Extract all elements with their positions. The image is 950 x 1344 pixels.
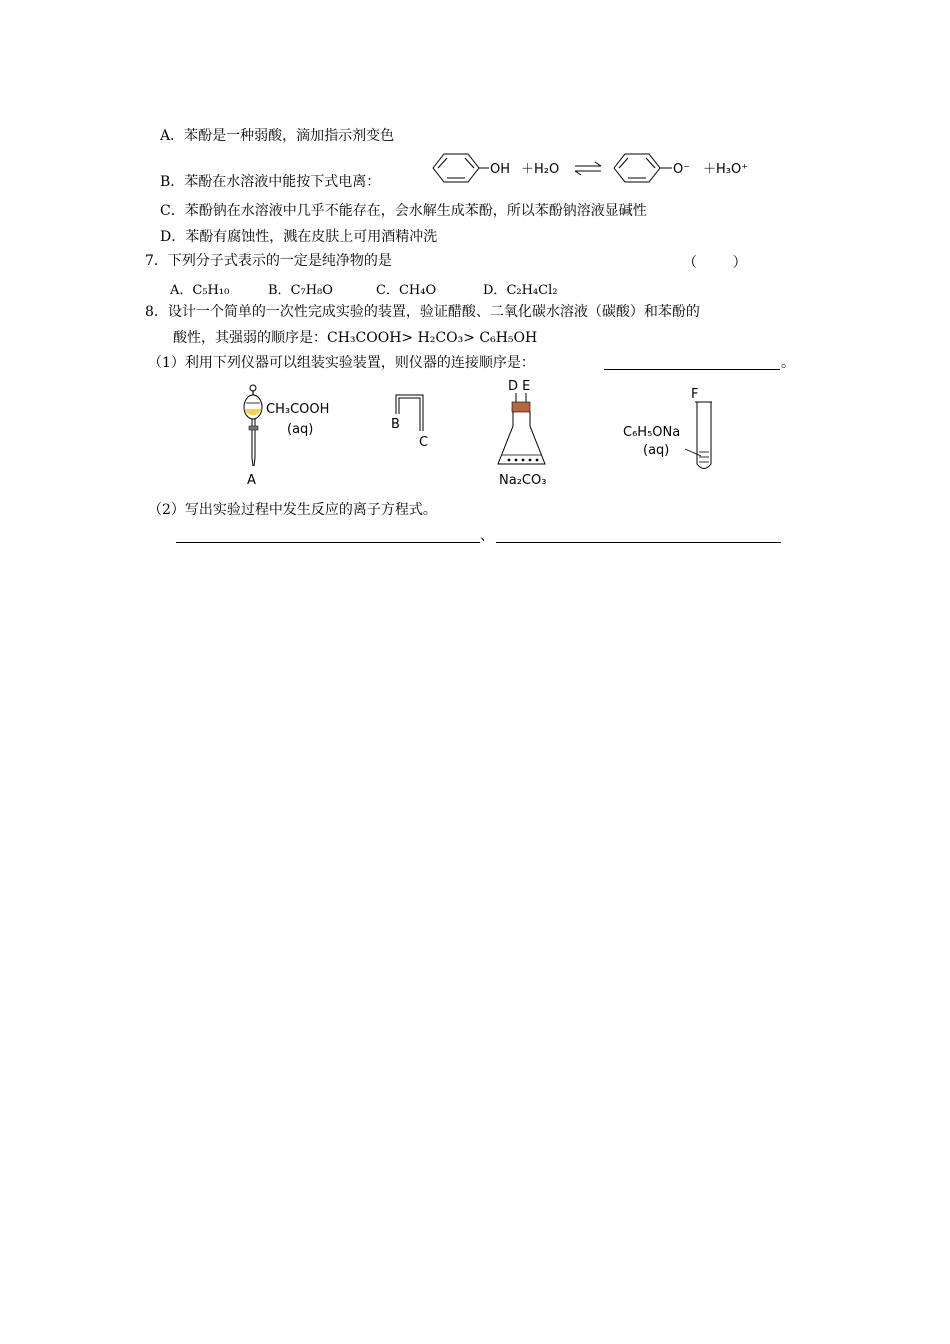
label-f: F [691, 387, 699, 402]
phenol-ionization-equation [425, 150, 805, 190]
separatory-funnel-icon [244, 385, 262, 466]
test-tube-icon [685, 402, 712, 469]
equilibrium-arrow-icon [575, 162, 601, 175]
label-c: C [419, 435, 429, 450]
q8-part1-answer-blank[interactable] [604, 369, 780, 370]
eq-phenoxide: O⁻ [673, 162, 691, 177]
apparatus-diagram [225, 378, 745, 490]
q7-stem: 7．下列分子式表示的一定是纯净物的是 [145, 253, 392, 269]
benzene-ring-icon [433, 154, 479, 182]
q8-part1: （1）利用下列仪器可以组装实验装置，则仪器的连接顺序是： [148, 355, 535, 371]
eq-plus-water: ＋H₂O [521, 162, 560, 177]
benzene-ring-icon [614, 154, 660, 182]
reagent-acetic-acid-aq: (aq) [287, 422, 314, 437]
q7-option-a: A．C₅H₁₀ [170, 283, 230, 298]
q8-stem-line2: 酸性，其强弱的顺序是：CH₃COOH> H₂CO₃> C₆H₅OH [173, 330, 538, 346]
q6-option-b: B．苯酚在水溶液中能按下式电离： [160, 174, 381, 190]
conical-flask-icon [498, 393, 545, 464]
q7-answer-paren: （ ） [683, 255, 747, 271]
reagent-acetic-acid: CH₃COOH [266, 402, 330, 417]
bent-glass-tube-icon [396, 395, 423, 431]
q7-option-d: D．C₂H₄Cl₂ [483, 283, 558, 298]
reagent-sodium-phenoxide: C₆H₅ONa [623, 425, 681, 440]
q6-option-d: D．苯酚有腐蚀性，溅在皮肤上可用酒精冲洗 [160, 229, 438, 245]
q6-option-a: A．苯酚是一种弱酸，滴加指示剂变色 [160, 128, 395, 144]
label-de: D E [508, 379, 531, 394]
q7-option-c: C．CH₄O [376, 283, 437, 298]
reagent-sodium-carbonate: Na₂CO₃ [499, 473, 547, 488]
reagent-sodium-phenoxide-aq: (aq) [643, 443, 670, 458]
q8-part2-separator: 、 [480, 528, 494, 544]
q6-option-c: C．苯酚钠在水溶液中几乎不能存在，会水解生成苯酚，所以苯酚钠溶液显碱性 [160, 203, 647, 219]
q8-stem-line1: 8．设计一个简单的一次性完成实验的装置，验证醋酸、二氧化碳水溶液（碳酸）和苯酚的 [145, 304, 700, 320]
q8-part2-answer-blank-1[interactable] [176, 542, 480, 543]
label-b: B [391, 417, 400, 432]
eq-plus-hydronium: ＋H₃O⁺ [703, 162, 749, 177]
label-a: A [247, 473, 256, 488]
q8-part2: （2）写出实验过程中发生反应的离子方程式。 [148, 502, 437, 518]
q8-part2-answer-blank-2[interactable] [496, 542, 781, 543]
q8-part1-period: 。 [781, 355, 795, 371]
q7-option-b: B．C₇H₈O [268, 283, 333, 298]
eq-hydroxyl: OH [490, 162, 511, 177]
